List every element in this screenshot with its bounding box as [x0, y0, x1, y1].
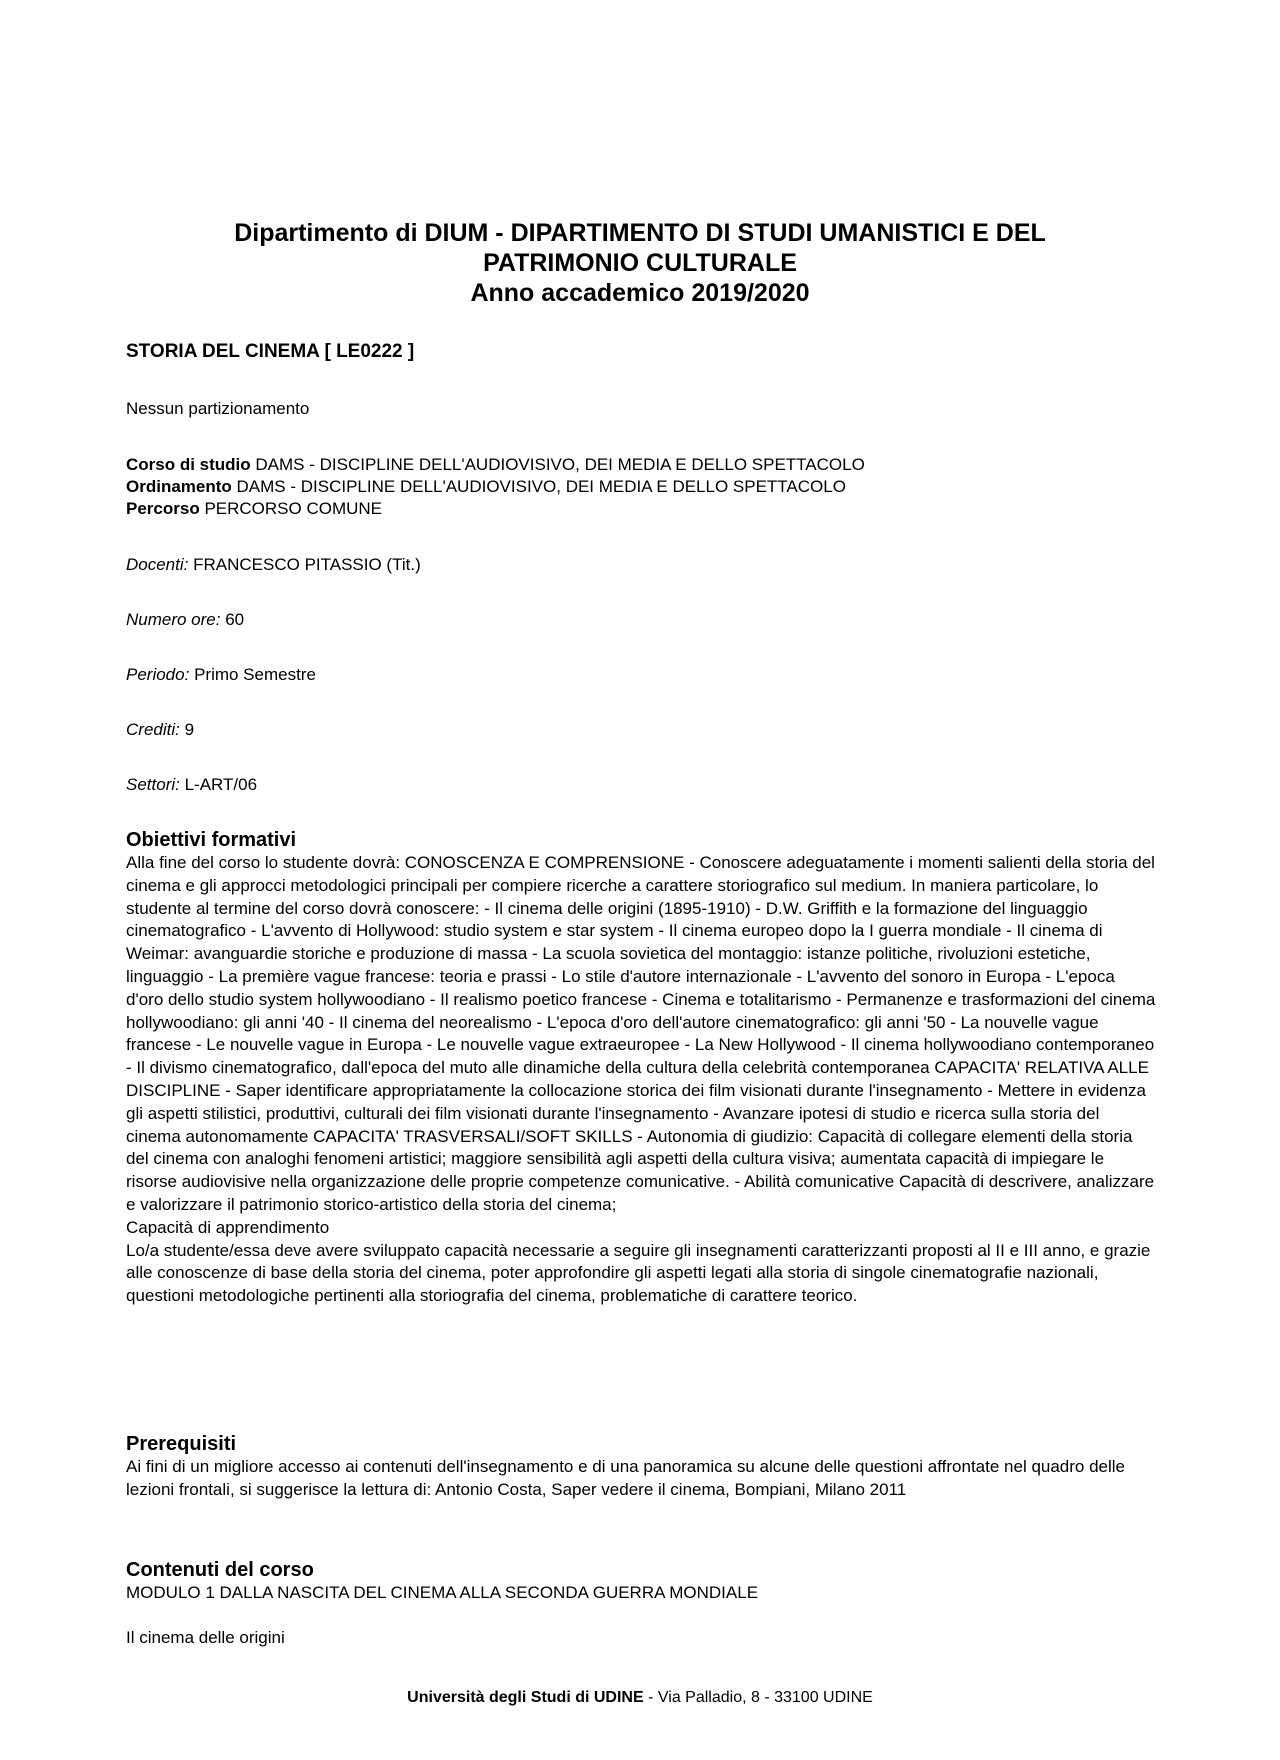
apprendimento-text: Lo/a studente/essa deve avere sviluppato capacità necessarie a seguire gli insegnamenti caratterizzanti proposti al II e III anno, e grazie alle conoscenze di base della storia del cinema, poter approfondire gli aspetti legati alla storia di singole cinematografie nazionali, questioni metodologiche pertinenti alla storiografia del cinema, problematiche di carattere teorico. [126, 1240, 1151, 1306]
periodo-row: Periodo: Primo Semestre [126, 665, 316, 684]
module-title: MODULO 1 DALLA NASCITA DEL CINEMA ALLA SECONDA GUERRA MONDIALE [126, 1583, 759, 1602]
document-header [0, 218, 1280, 308]
percorso-row: Percorso PERCORSO COMUNE [126, 499, 383, 518]
ore-row: Numero ore: 60 [126, 610, 245, 629]
department-line-cont: PATRIMONIO CULTURALE [483, 249, 797, 277]
ordinamento-row: Ordinamento DAMS - DISCIPLINE DELL'AUDIOVISIVO, DEI MEDIA E DELLO SPETTACOLO [126, 477, 846, 496]
contenuti-heading: Contenuti del corso [126, 1559, 314, 1581]
docenti-row: Docenti: FRANCESCO PITASSIO (Tit.) [126, 555, 421, 574]
contenuti-section [126, 1558, 1156, 1650]
academic-year: Anno accademico 2019/2020 [470, 279, 810, 307]
page-footer [0, 1689, 1280, 1707]
obiettivi-section [126, 828, 1156, 1308]
prerequisiti-section [126, 1432, 1156, 1502]
course-info [126, 454, 1156, 520]
course-title: STORIA DEL CINEMA [ LE0222 ] [126, 341, 415, 362]
crediti-row: Crediti: 9 [126, 720, 195, 739]
department-line: Dipartimento di DIUM - DIPARTIMENTO DI STUDI UMANISTICI E DEL [234, 219, 1046, 247]
prerequisiti-text: Ai fini di un migliore accesso ai contenuti dell'insegnamento e di una panoramica su alcune delle questioni affrontate nel quadro delle lezioni frontali, si suggerisce la lettura di: Antonio Costa, Saper vedere il cinema, Bompiani, Milano 2011 [126, 1457, 1126, 1499]
obiettivi-heading: Obiettivi formativi [126, 829, 297, 851]
obiettivi-text: Alla fine del corso lo studente dovrà: CONOSCENZA E COMPRENSIONE - Conoscere adeguatamente i momenti salienti della storia del cinema e gli approcci metodologici principali per compiere ricerche a carattere storiografico sul medium. In maniera particolare, lo studente al termine del corso dovrà conoscere: - Il cinema delle origini (1895-1910) - D.W. Griffith e la formazione del linguaggio cinematografico - L'avvento di Hollywood: studio system e star system - Il cinema europeo dopo la I guerra mondiale - Il cinema di Weimar: avanguardie storiche e produzione di massa - La scuola sovietica del montaggio: istanze politiche, rivoluzioni estetiche, linguaggio - La première vague francese: teoria e prassi - Lo stile d'autore internazionale - L'avvento del sonoro in Europa - L'epoca d'oro dello studio system hollywoodiano - Il realismo poetico francese - Cinema e totalitarismo - Permanenze e trasformazioni del cinema hollywoodiano: gli anni '40 - Il cinema del neorealismo - L'epoca d'oro dell'autore cinematografico: gli anni '50 - La nouvelle vague francese - Le nouvelle vague in Europa - Le nouvelle vague extraeuropee - La New Hollywood - Il cinema hollywoodiano contemporaneo - Il divismo cinematografico, dall'epoca del muto alle dinamiche della cultura della celebrità contemporanea CAPACITA' RELATIVA ALLE DISCIPLINE - Saper identificare appropriatamente la collocazione storica dei film visionati durante l'insegnamento - Mettere in evidenza gli aspetti stilistici, produttivi, culturali dei film visionati durante l'insegnamento - Avanzare ipotesi di studio e ricerca sulla storia del cinema autonomamente CAPACITA' TRASVERSALI/SOFT SKILLS - Autonomia di giudizio: Capacità di collegare elementi della storia del cinema con analoghi fenomeni artistici; maggiore sensibilità agli aspetti della cultura visiva; aumentata capacità di impiegare le risorse audiovisive nella organizzazione delle proprie competenze comunicative. - Abilità comunicative Capacità di descrivere, analizzare e valorizzare il patrimonio storico-artistico della storia del cinema; [126, 853, 1156, 1214]
apprendimento-heading: Capacità di apprendimento [126, 1217, 330, 1237]
content-item: Il cinema delle origini [126, 1627, 285, 1647]
prerequisiti-heading: Prerequisiti [126, 1433, 237, 1455]
footer-university: Università degli Studi di UDINE [407, 1689, 644, 1706]
settori-row: Settori: L-ART/06 [126, 775, 258, 794]
footer-address: - Via Palladio, 8 - 33100 UDINE [643, 1689, 873, 1706]
corso-row: Corso di studio DAMS - DISCIPLINE DELL'AUDIOVISIVO, DEI MEDIA E DELLO SPETTACOLO [126, 455, 865, 474]
partition-note: Nessun partizionamento [126, 399, 310, 418]
